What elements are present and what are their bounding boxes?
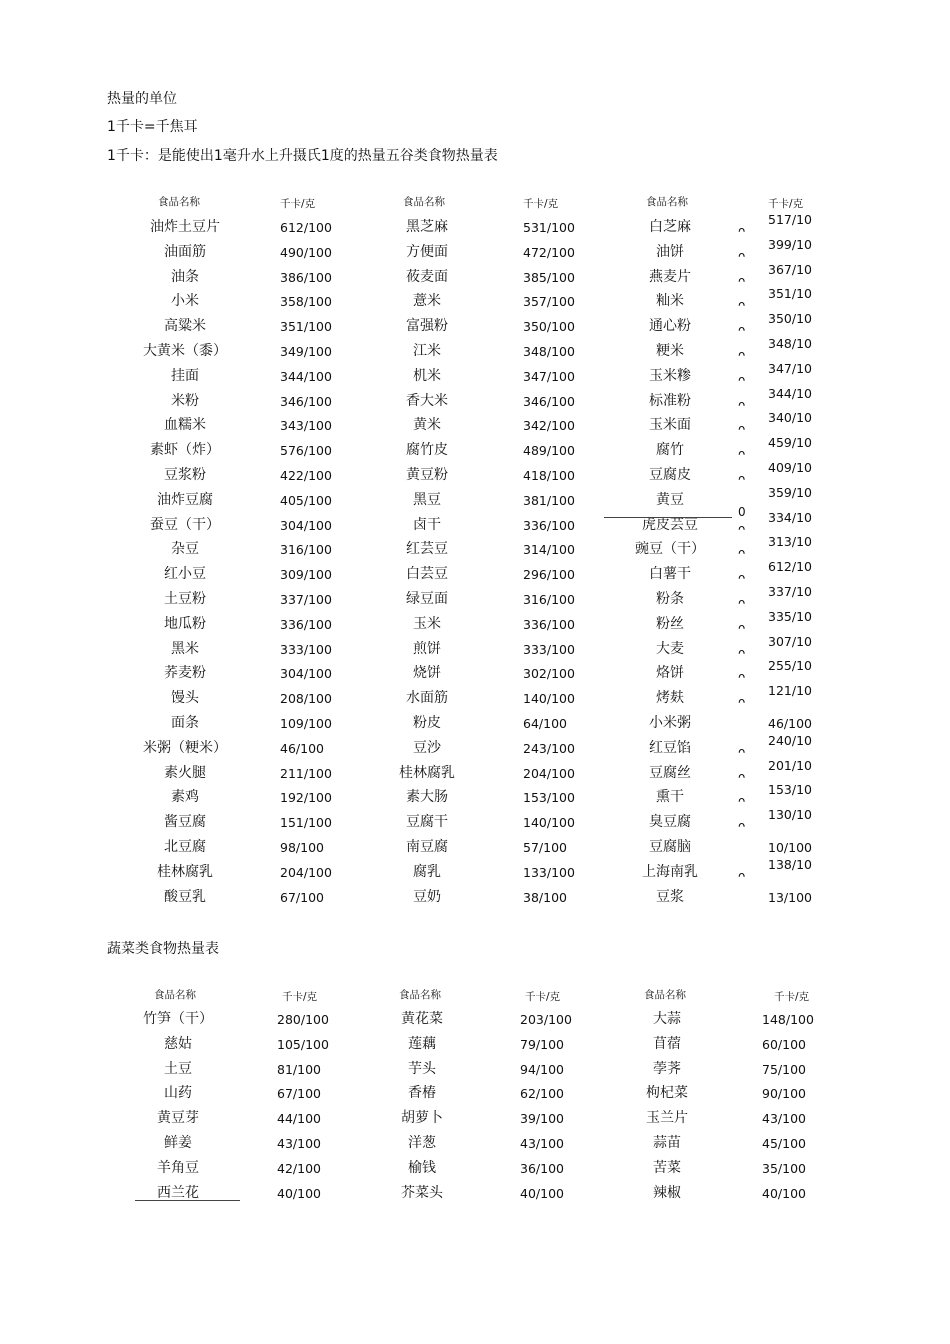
food-name-cell: 玉兰片 [646,1110,688,1127]
kcal-value-cell: 612/10 [768,559,812,575]
kcal-value-cell: 333/100 [523,641,575,657]
kcal-value-cell: 40/100 [277,1185,321,1201]
food-name-cell: 南豆腐 [406,839,448,855]
food-name-cell: 玉米面 [649,417,691,434]
kcal-value-cell: 40/100 [762,1185,806,1201]
kcal-value-cell: 94/100 [520,1061,564,1077]
kcal-value-cell: 296/100 [523,567,575,583]
header-kcal-3: 千卡/克 [768,198,804,210]
overflow-mark: ᴖ [738,794,746,809]
food-name-cell: 油炸豆腐 [157,491,213,508]
kcal-value-cell: 349/100 [280,344,332,359]
food-name-cell: 标准粉 [649,392,691,409]
kcal-value-cell: 347/100 [523,368,575,384]
food-name-cell: 桂林腐乳 [399,764,455,781]
food-name-cell: 富强粉 [406,318,448,335]
kcal-value-cell: 612/100 [280,220,332,235]
kcal-value-cell: 351/10 [768,286,812,302]
kcal-value-cell: 10/100 [768,840,812,855]
overflow-mark: ᴖ [738,248,746,263]
kcal-value-cell: 531/100 [523,220,575,235]
food-name-cell: 烤麸 [656,690,684,707]
header-kcal-3: 千卡/克 [774,991,810,1003]
food-name-cell: 通心粉 [649,318,691,335]
overflow-mark: ᴖ [738,645,746,660]
kcal-value-cell: 211/100 [280,765,332,781]
kcal-value-cell: 304/100 [280,517,332,533]
kcal-value-cell: 347/10 [768,360,812,376]
food-name-cell: 山药 [164,1085,192,1102]
food-name-cell: 蚕豆（干） [150,516,220,533]
kcal-value-cell: 351/100 [280,319,332,335]
kcal-value-cell: 316/100 [280,542,332,558]
kcal-value-cell: 192/100 [280,790,332,806]
kcal-value-cell: 208/100 [280,691,332,707]
kcal-value-cell: 46/100 [768,716,812,731]
food-name-cell: 大黄米（黍） [143,343,227,359]
kcal-value-cell: 405/100 [280,492,332,508]
header-kcal-1: 千卡/克 [280,198,316,210]
food-name-cell: 绿豆面 [406,591,448,607]
food-name-cell: 煎饼 [413,640,441,657]
overflow-mark: ᴖ [738,596,746,610]
kcal-value-cell: 203/100 [520,1012,572,1027]
kcal-value-cell: 385/100 [523,269,575,285]
food-name-cell: 地瓜粉 [164,615,206,632]
overflow-mark: 0 [738,504,746,519]
food-name-cell: 荞麦粉 [164,665,206,682]
food-name-cell: 豆沙 [413,739,441,756]
food-name-cell: 小米粥 [649,715,691,731]
overflow-mark: ᴖ [738,571,746,586]
food-name-cell: 洋葱 [408,1135,436,1151]
food-name-cell: 粉条 [656,591,684,607]
overflow-mark: ᴖ [738,298,746,313]
kcal-value-cell: 350/100 [523,319,575,335]
food-name-cell: 黄豆 [656,491,684,508]
food-name-cell: 素火腿 [164,764,206,781]
overflow-mark: ᴖ [738,224,746,238]
overflow-mark: ᴖ [738,397,746,412]
food-name-cell: 粉皮 [413,715,441,731]
kcal-value-cell: 39/100 [520,1111,564,1127]
kcal-value-cell: 304/100 [280,666,332,682]
kcal-value-cell: 336/100 [523,616,575,632]
kcal-value-cell: 204/100 [523,765,575,781]
food-name-cell: 土豆 [164,1060,192,1077]
header-food-name-3: 食品名称 [646,196,688,208]
kcal-value-cell: 42/100 [277,1160,321,1176]
kcal-value-cell: 348/10 [768,336,812,351]
kcal-value-cell: 35/100 [762,1160,806,1176]
kcal-value-cell: 350/10 [768,311,812,327]
food-name-cell: 挂面 [171,367,199,384]
food-name-cell: 薏米 [413,293,441,310]
intro-title: 热量的单位 [107,91,177,107]
kcal-value-cell: 359/10 [768,484,812,500]
kcal-value-cell: 133/100 [523,864,575,880]
kcal-value-cell: 130/10 [768,807,812,823]
kcal-value-cell: 243/100 [523,740,575,756]
kcal-value-cell: 307/10 [768,633,812,649]
food-name-cell: 素鸡 [171,789,199,806]
food-name-cell: 蒜苗 [653,1135,681,1151]
food-name-cell: 黄豆芽 [157,1110,199,1127]
kcal-value-cell: 344/10 [768,385,812,401]
kcal-value-cell: 422/100 [280,468,332,483]
kcal-value-cell: 302/100 [523,666,575,682]
food-name-cell: 烧饼 [413,665,441,682]
kcal-value-cell: 342/100 [523,418,575,434]
overflow-mark: ᴖ [738,521,746,536]
food-name-cell: 豆腐脑 [649,839,691,855]
kcal-value-cell: 121/10 [768,683,812,699]
kcal-value-cell: 358/100 [280,294,332,310]
kcal-value-cell: 337/10 [768,584,812,599]
overflow-mark: ᴖ [738,769,746,784]
food-name-cell: 红小豆 [164,566,206,583]
overflow-mark: ᴖ [738,670,746,685]
food-name-cell: 米粥（粳米） [143,739,227,756]
kcal-value-cell: 399/10 [768,236,812,252]
kcal-value-cell: 367/10 [768,261,812,277]
overflow-mark: ᴖ [738,447,746,462]
food-name-cell: 腐竹 [656,442,684,459]
food-name-cell: 红芸豆 [406,541,448,558]
kcal-value-cell: 418/100 [523,468,575,483]
kcal-value-cell: 43/100 [277,1136,321,1151]
kcal-value-cell: 36/100 [520,1160,564,1176]
kcal-value-cell: 340/10 [768,410,812,426]
kcal-value-cell: 44/100 [277,1111,321,1127]
kcal-value-cell: 357/100 [523,294,575,310]
food-name-cell: 高粱米 [164,318,206,335]
kcal-value-cell: 334/10 [768,509,812,525]
food-name-cell: 土豆粉 [164,591,206,607]
food-name-cell: 燕麦片 [649,268,691,285]
food-name-cell: 竹笋（干） [143,1011,213,1027]
kcal-value-cell: 151/100 [280,815,332,831]
header-food-name-1: 食品名称 [158,196,200,208]
food-name-cell: 杂豆 [171,541,199,558]
kcal-value-cell: 105/100 [277,1036,329,1052]
kcal-value-cell: 346/100 [523,393,575,409]
kcal-value-cell: 381/100 [523,492,575,508]
food-name-cell: 粉丝 [656,615,684,632]
food-name-cell: 黄米 [413,417,441,434]
food-name-cell: 江米 [413,343,441,359]
food-name-cell: 白芸豆 [406,566,448,583]
kcal-value-cell: 90/100 [762,1086,806,1102]
kcal-value-cell: 57/100 [523,840,567,855]
food-name-cell: 馒头 [171,690,199,707]
overflow-mark: ᴖ [738,744,746,759]
row-divider-rule [604,517,732,518]
food-name-cell: 酱豆腐 [164,814,206,831]
food-name-cell: 红豆馅 [649,739,691,756]
kcal-value-cell: 40/100 [520,1185,564,1201]
food-name-cell: 水面筋 [406,690,448,707]
vegetable-section-title: 蔬菜类食物热量表 [107,941,219,957]
food-name-cell: 黑豆 [413,491,441,508]
kcal-value-cell: 60/100 [762,1036,806,1052]
kcal-value-cell: 62/100 [520,1086,564,1102]
kcal-value-cell: 43/100 [520,1136,564,1151]
food-name-cell: 芥菜头 [401,1184,443,1201]
header-kcal-2: 千卡/克 [523,198,559,210]
food-name-cell: 豆腐皮 [649,467,691,483]
food-name-cell: 玉米糁 [649,367,691,384]
kcal-value-cell: 140/100 [523,815,575,831]
header-kcal-2: 千卡/克 [525,991,561,1003]
food-name-cell: 西兰花 [157,1184,199,1201]
kcal-value-cell: 280/100 [277,1012,329,1027]
overflow-mark: ᴖ [738,620,746,635]
food-name-cell: 白薯干 [649,566,691,583]
food-name-cell: 芋头 [408,1060,436,1077]
food-name-cell: 小米 [171,293,199,310]
food-name-cell: 莲藕 [408,1035,436,1052]
food-name-cell: 油面筋 [164,243,206,260]
overflow-mark: ᴖ [738,348,746,362]
overflow-mark: ᴖ [738,868,746,883]
kcal-value-cell: 79/100 [520,1036,564,1052]
kcal-value-cell: 75/100 [762,1061,806,1077]
kcal-value-cell: 46/100 [280,740,324,756]
kcal-value-cell: 148/100 [762,1012,814,1027]
food-name-cell: 玉米 [413,615,441,632]
overflow-mark: ᴖ [738,546,746,561]
food-name-cell: 大麦 [656,640,684,657]
food-name-cell: 籼米 [656,293,684,310]
food-name-cell: 豆奶 [413,888,441,905]
food-name-cell: 桂林腐乳 [157,863,213,880]
food-name-cell: 方便面 [406,243,448,260]
food-name-cell: 香椿 [408,1085,436,1102]
kcal-value-cell: 81/100 [277,1061,321,1077]
kcal-value-cell: 336/100 [280,616,332,632]
overflow-mark: ᴖ [738,323,746,338]
food-name-cell: 胡萝卜 [401,1110,443,1127]
kcal-value-cell: 13/100 [768,889,812,905]
food-name-cell: 卤干 [413,516,441,533]
kcal-value-cell: 386/100 [280,269,332,285]
food-name-cell: 榆钱 [408,1159,436,1176]
kcal-value-cell: 316/100 [523,592,575,607]
kcal-value-cell: 344/100 [280,368,332,384]
kcal-value-cell: 576/100 [280,443,332,459]
intro-unit-equation: 1千卡=千焦耳 [107,119,198,135]
kcal-value-cell: 490/100 [280,244,332,260]
food-name-cell: 腐竹皮 [406,442,448,459]
kcal-value-cell: 336/100 [523,517,575,533]
kcal-value-cell: 409/10 [768,460,812,475]
kcal-value-cell: 138/10 [768,856,812,872]
food-name-cell: 酸豆乳 [164,888,206,905]
kcal-value-cell: 38/100 [523,889,567,905]
food-name-cell: 粳米 [656,343,684,359]
food-name-cell: 大蒜 [653,1011,681,1027]
header-food-name-3: 食品名称 [644,989,686,1001]
food-name-cell: 臭豆腐 [649,814,691,831]
food-name-cell: 油饼 [656,243,684,260]
header-food-name-2: 食品名称 [403,196,445,208]
kcal-value-cell: 98/100 [280,840,324,855]
overflow-mark: ᴖ [738,472,746,486]
kcal-value-cell: 335/10 [768,608,812,624]
food-name-cell: 机米 [413,367,441,384]
kcal-value-cell: 153/10 [768,782,812,798]
overflow-mark: ᴖ [738,695,746,710]
kcal-value-cell: 337/100 [280,592,332,607]
food-name-cell: 白芝麻 [649,219,691,235]
kcal-value-cell: 343/100 [280,418,332,434]
kcal-value-cell: 459/10 [768,435,812,451]
row-divider-rule [135,1200,240,1201]
food-name-cell: 米粉 [171,392,199,409]
kcal-value-cell: 67/100 [280,889,324,905]
food-name-cell: 荸荠 [653,1060,681,1077]
food-name-cell: 豆腐干 [406,814,448,831]
food-name-cell: 枸杞菜 [646,1085,688,1102]
kcal-value-cell: 255/10 [768,658,812,674]
overflow-mark: ᴖ [738,422,746,437]
header-food-name-2: 食品名称 [399,989,441,1001]
food-name-cell: 油炸土豆片 [150,219,220,235]
food-name-cell: 黑米 [171,640,199,657]
overflow-mark: ᴖ [738,273,746,288]
food-name-cell: 黄豆粉 [406,467,448,483]
kcal-value-cell: 140/100 [523,691,575,707]
header-kcal-1: 千卡/克 [282,991,318,1003]
food-name-cell: 血糯米 [164,417,206,434]
food-name-cell: 苜蓿 [653,1035,681,1052]
intro-definition: 1千卡：是能使出1毫升水上升摄氏1度的热量五谷类食物热量表 [107,148,498,164]
kcal-value-cell: 204/100 [280,864,332,880]
kcal-value-cell: 43/100 [762,1111,806,1127]
kcal-value-cell: 309/100 [280,567,332,583]
kcal-value-cell: 67/100 [277,1086,321,1102]
kcal-value-cell: 472/100 [523,244,575,260]
food-name-cell: 豆浆 [656,888,684,905]
food-name-cell: 羊角豆 [157,1159,199,1176]
food-name-cell: 豌豆（干） [635,541,705,558]
overflow-mark: ᴖ [738,819,746,834]
header-food-name-1: 食品名称 [154,989,196,1001]
food-name-cell: 苦菜 [653,1159,681,1176]
kcal-value-cell: 517/10 [768,212,812,227]
kcal-value-cell: 346/100 [280,393,332,409]
kcal-value-cell: 64/100 [523,716,567,731]
food-name-cell: 豆浆粉 [164,467,206,483]
food-name-cell: 素虾（炸） [150,442,220,459]
food-name-cell: 素大肠 [406,789,448,806]
kcal-value-cell: 313/10 [768,534,812,550]
kcal-value-cell: 489/100 [523,443,575,459]
kcal-value-cell: 314/100 [523,542,575,558]
food-name-cell: 鲜姜 [164,1135,192,1151]
food-name-cell: 莜麦面 [406,268,448,285]
kcal-value-cell: 240/10 [768,732,812,748]
food-name-cell: 熏干 [656,789,684,806]
kcal-value-cell: 45/100 [762,1136,806,1151]
food-name-cell: 面条 [171,715,199,731]
food-name-cell: 腐乳 [413,863,441,880]
food-name-cell: 烙饼 [656,665,684,682]
kcal-value-cell: 201/10 [768,757,812,773]
kcal-value-cell: 153/100 [523,790,575,806]
food-name-cell: 上海南乳 [642,863,698,880]
food-name-cell: 虎皮芸豆 [642,516,698,533]
food-name-cell: 慈姑 [164,1035,192,1052]
food-name-cell: 香大米 [406,392,448,409]
food-name-cell: 黑芝麻 [406,219,448,235]
kcal-value-cell: 109/100 [280,716,332,731]
food-name-cell: 北豆腐 [164,839,206,855]
kcal-value-cell: 348/100 [523,344,575,359]
food-name-cell: 黄花菜 [401,1011,443,1027]
food-name-cell: 辣椒 [653,1184,681,1201]
food-name-cell: 豆腐丝 [649,764,691,781]
overflow-mark: ᴖ [738,372,746,387]
food-name-cell: 油条 [171,268,199,285]
kcal-value-cell: 333/100 [280,641,332,657]
